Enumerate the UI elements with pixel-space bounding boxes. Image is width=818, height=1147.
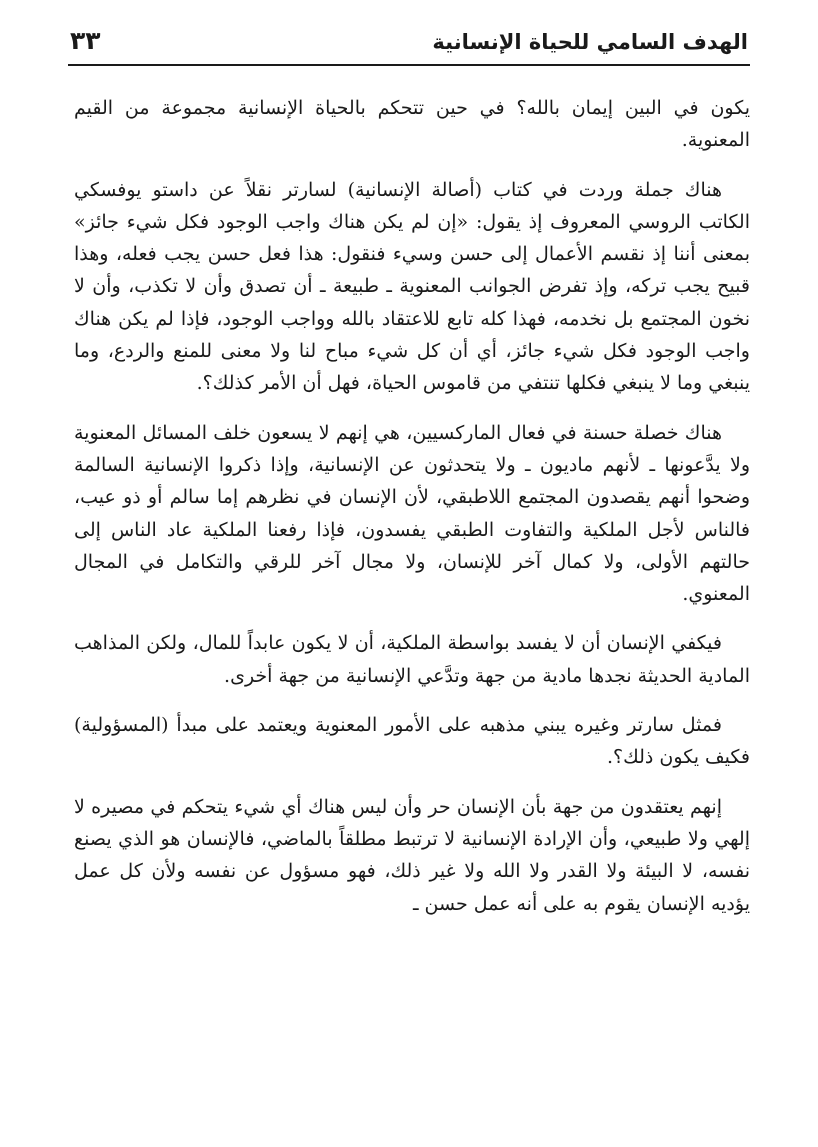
page-number: ٣٣ xyxy=(70,26,101,55)
paragraph: فيكفي الإنسان أن لا يفسد بواسطة الملكية، أن لا يكون عابداً للمال، ولكن المذاهب المادية الحديثة نجدها مادية من جهة وتدَّعي الإنسانية من جهة أخرى. xyxy=(74,632,750,687)
paragraph: إنهم يعتقدون من جهة بأن الإنسان حر وأن ليس هناك أي شيء يتحكم في مصيره لا إلهي ولا طبيعي، وأن الإرادة الإنسانية لا ترتبط مطلقاً بالماضي، فالإنسان هو الذي يصنع نفسه، لا البيئة ولا القدر ولا الله ولا غير ذلك، فهو مسؤول عن نفسه ولأن كل عمل يؤديه الإنسان يقوم به على أنه عمل حسن ـ xyxy=(74,795,750,915)
paragraph: يكون في البين إيمان بالله؟ في حين تتحكم بالحياة الإنسانية مجموعة من القيم المعنوية. xyxy=(74,97,750,152)
paragraph: هناك خصلة حسنة في فعال الماركسيين، هي إنهم لا يسعون خلف المسائل المعنوية ولا يدَّعونها ـ لأنهم ماديون ـ ولا يتحدثون عن الإنسانية، وإذا ذكروا الإنسانية السالمة وضحوا أنهم يقصدون المجتمع اللاطبقي، لأن الإنسان في نظرهم إما سالم أو ذو عيب، فالناس لأجل الملكية والتفاوت الطبقي يفسدون، فإذا رفعنا الملكية عاد الناس إلى حالتهم الأولى، ولا كمال آخر للإنسان، ولا مجال آخر للرقي والتكامل في المجال المعنوي. xyxy=(74,421,750,606)
body-text xyxy=(74,92,750,937)
running-title: الهدف السامي للحياة الإنسانية xyxy=(432,30,748,54)
page-header xyxy=(68,24,750,66)
paragraph: فمثل سارتر وغيره يبني مذهبه على الأمور المعنوية ويعتمد على مبدأ (المسؤولية) فكيف يكون ذلك؟. xyxy=(74,714,750,769)
paragraph: هناك جملة وردت في كتاب (أصالة الإنسانية) لسارتر نقلاً عن داستو يوفسكي الكاتب الروسي المعروف إذ يقول: «إن لم يكن هناك واجب الوجود فكل شيء جائز» بمعنى أننا إذ نقسم الأعمال إلى حسن وسيء فنقول: هذا فعل حسن يجب فعله، وهذا قبيح يجب تركه، وإذ تفرض الجوانب المعنوية ـ طبيعة ـ أن تصدق وأن لا تكذب، وأن لا نخون المجتمع بل نخدمه، فهذا كله تابع للاعتقاد بالله وواجب الوجود، فإذا لم يكن هناك واجب الوجود فكل شيء جائز، أي أن كل شيء مباح لنا ولا معنى للمنع والردع، وما ينبغي وما لا ينبغي فكلها تنتفي من قاموس الحياة، فهل أن الأمر كذلك؟. xyxy=(74,178,750,395)
